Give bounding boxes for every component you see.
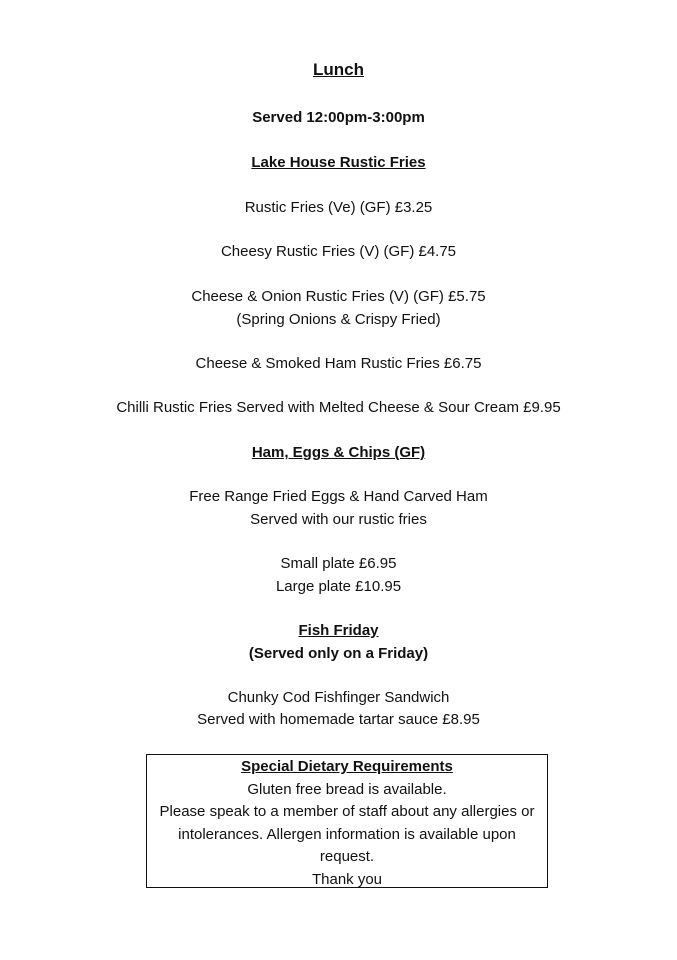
section-heading-ham-eggs-chips: Ham, Eggs & Chips (GF) xyxy=(251,444,426,461)
notice-line: Gluten free bread is available. xyxy=(247,780,447,798)
served-time: Served 12:00pm-3:00pm xyxy=(252,109,425,126)
menu-item: Chunky Cod Fishfinger Sandwich xyxy=(227,689,450,706)
menu-item-price: Large plate £10.95 xyxy=(275,578,402,595)
menu-item-price: Small plate £6.95 xyxy=(280,555,397,572)
menu-item: Cheesy Rustic Fries (V) (GF) £4.75 xyxy=(220,243,457,260)
menu-item: Served with homemade tartar sauce £8.95 xyxy=(197,711,480,728)
menu-item: Cheese & Smoked Ham Rustic Fries £6.75 xyxy=(195,355,482,372)
section-heading-fish-friday: Fish Friday xyxy=(298,622,379,639)
notice-line: Please speak to a member of staff about any allergies or xyxy=(159,803,535,820)
menu-item: Chilli Rustic Fries Served with Melted Cheese & Sour Cream £9.95 xyxy=(116,399,561,416)
notice-heading: Special Dietary Requirements xyxy=(241,758,453,775)
notice-line: request. xyxy=(319,848,375,865)
menu-item: Free Range Fried Eggs & Hand Carved Ham xyxy=(189,488,488,505)
notice-line: Thank you xyxy=(311,870,383,888)
section-heading-rustic-fries: Lake House Rustic Fries xyxy=(251,154,426,171)
menu-item-note: (Spring Onions & Crispy Fried) xyxy=(236,311,441,328)
notice-line: intolerances. Allergen information is available upon xyxy=(178,825,516,843)
menu-item: Served with our rustic fries xyxy=(250,511,427,528)
section-subheading: (Served only on a Friday) xyxy=(248,645,429,662)
menu-item: Rustic Fries (Ve) (GF) £3.25 xyxy=(244,199,433,216)
menu-item: Cheese & Onion Rustic Fries (V) (GF) £5.75 xyxy=(191,288,486,305)
page-title: Lunch xyxy=(313,60,364,79)
dietary-notice-box xyxy=(146,754,548,888)
